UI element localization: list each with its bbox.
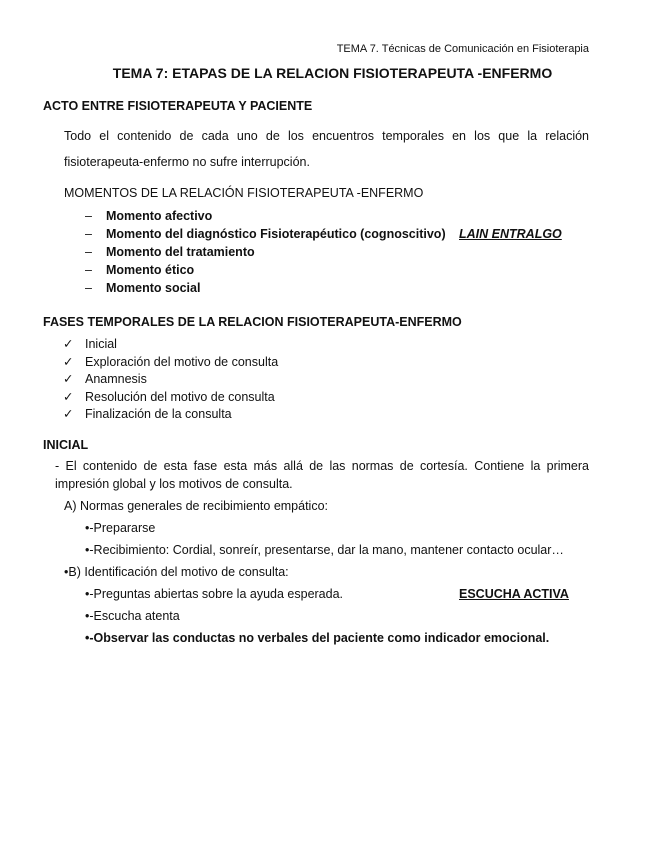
momento-label: Momento del tratamiento <box>106 245 255 259</box>
fase-label: Inicial <box>85 337 117 351</box>
acto-line-2: fisioterapeuta-enfermo no sufre interrupción. <box>64 155 310 169</box>
momento-item <box>85 209 212 223</box>
inicial-line-1: - El contenido de esta fase esta más allá de las normas de cortesía. Contiene la primera <box>55 459 589 473</box>
inicial-line-2: impresión global y los motivos de consulta. <box>55 477 293 491</box>
check-icon: ✓ <box>63 390 74 404</box>
fase-label: Exploración del motivo de consulta <box>85 355 279 369</box>
momento-item <box>85 227 446 241</box>
section-a-item: •-Recibimiento: Cordial, sonreír, presentarse, dar la mano, mantener contacto ocular… <box>85 543 564 557</box>
momento-label: Momento ético <box>106 263 195 277</box>
page-header: TEMA 7. Técnicas de Comunicación en Fisioterapia <box>336 43 589 55</box>
section-b-item: •-Escucha atenta <box>85 609 180 623</box>
section-a-item: •-Prepararse <box>85 521 156 535</box>
check-icon: ✓ <box>63 372 74 386</box>
momento-label: Momento afectivo <box>106 209 213 223</box>
author-label: LAIN ENTRALGO <box>459 227 562 241</box>
dash-bullet: – <box>85 227 92 241</box>
check-icon: ✓ <box>63 337 74 351</box>
dash-bullet: – <box>85 245 92 259</box>
momentos-heading: MOMENTOS DE LA RELACIÓN FISIOTERAPEUTA -ENFERMO <box>64 186 424 200</box>
momento-item <box>85 263 194 277</box>
section-a-heading: A) Normas generales de recibimiento empático: <box>64 499 329 513</box>
momento-item <box>85 281 200 295</box>
inicial-heading: INICIAL <box>43 438 89 452</box>
fase-label: Finalización de la consulta <box>85 407 232 421</box>
dash-bullet: – <box>85 209 92 223</box>
fase-item <box>63 371 147 386</box>
section-b-heading: •B) Identificación del motivo de consulta: <box>64 565 289 579</box>
momento-label: Momento del diagnóstico Fisioterapéutico (cognoscitivo) <box>106 227 446 241</box>
section-b-item: •-Preguntas abiertas sobre la ayuda esperada. <box>85 587 344 601</box>
check-icon: ✓ <box>63 355 74 369</box>
fase-item <box>63 389 275 404</box>
escucha-activa-note <box>459 587 569 601</box>
momento-label: Momento social <box>106 281 201 295</box>
fase-label: Resolución del motivo de consulta <box>85 390 275 404</box>
acto-heading: ACTO ENTRE FISIOTERAPEUTA Y PACIENTE <box>43 99 313 113</box>
fase-item <box>63 406 232 421</box>
fase-item <box>63 336 117 351</box>
fase-item <box>63 354 278 369</box>
momento-item <box>85 245 255 259</box>
fases-heading: FASES TEMPORALES DE LA RELACION FISIOTERAPEUTA-ENFERMO <box>43 315 462 329</box>
fase-label: Anamnesis <box>85 372 147 386</box>
dash-bullet: – <box>85 281 92 295</box>
page-title: TEMA 7: ETAPAS DE LA RELACION FISIOTERAPEUTA -ENFERMO <box>112 65 553 81</box>
lain-entralgo-note <box>459 227 562 241</box>
acto-line-1: Todo el contenido de cada uno de los encuentros temporales en los que la relación <box>64 129 589 143</box>
escucha-activa-label: ESCUCHA ACTIVA <box>459 587 569 601</box>
dash-bullet: – <box>85 263 92 277</box>
check-icon: ✓ <box>63 407 74 421</box>
section-b-item: •-Observar las conductas no verbales del paciente como indicador emocional. <box>85 631 550 645</box>
